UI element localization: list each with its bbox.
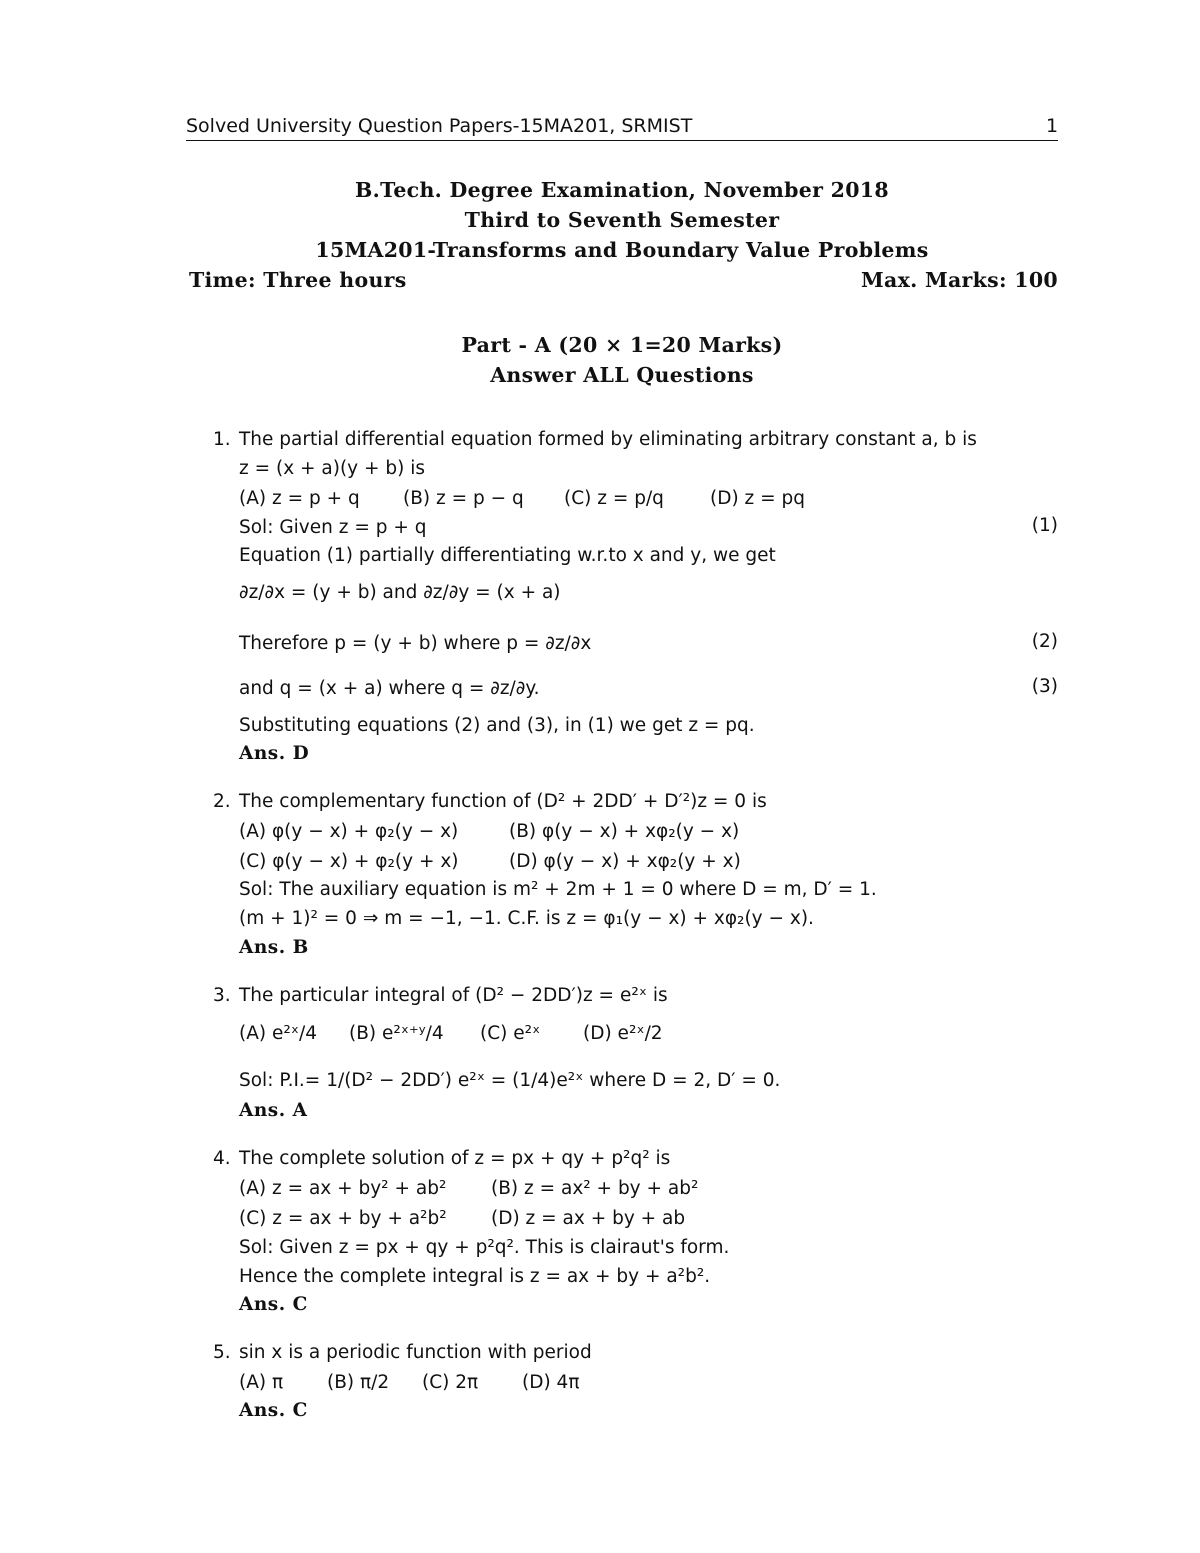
solution-line: Sol: Given z = px + qy + p²q². This is clairaut's form. (239, 1237, 730, 1258)
course-title: 15MA201-Transforms and Boundary Value Problems (315, 238, 929, 262)
option-a: (A) z = ax + by² + ab² (239, 1178, 447, 1199)
question-stem: The particular integral of (D² − 2DD′)z = e²ˣ is (239, 985, 668, 1006)
part-heading: Part - A (20 × 1=20 Marks) (461, 333, 783, 357)
equation-label: (1) (1031, 515, 1058, 536)
question-stem: The complete solution of z = px + qy + p²q² is (239, 1148, 671, 1169)
question-stem: The partial differential equation formed by eliminating arbitrary constant a, b is (239, 429, 977, 450)
option-c: (C) z = ax + by + a²b² (239, 1208, 447, 1229)
question-number: 3. (213, 985, 231, 1006)
semester-line: Third to Seventh Semester (464, 208, 780, 232)
running-title: Solved University Question Papers-15MA201, SRMIST (186, 115, 693, 137)
option-d: (D) e²ˣ/2 (583, 1023, 663, 1044)
option-a: (A) z = p + q (239, 488, 360, 509)
solution-line: Substituting equations (2) and (3), in (1) we get z = pq. (239, 715, 755, 736)
question-stem: sin x is a periodic function with period (239, 1342, 592, 1363)
answer: Ans. C (239, 1400, 308, 1421)
option-d: (D) 4π (522, 1372, 580, 1393)
option-c: (C) e²ˣ (480, 1023, 541, 1044)
solution-line: and q = (x + a) where q = ∂z/∂y. (239, 678, 540, 699)
option-b: (B) z = ax² + by + ab² (491, 1178, 699, 1199)
option-a: (A) π (239, 1372, 284, 1393)
answer: Ans. A (239, 1100, 308, 1121)
option-b: (B) z = p − q (403, 488, 524, 509)
option-c: (C) z = p/q (564, 488, 664, 509)
option-a: (A) e²ˣ/4 (239, 1023, 317, 1044)
option-d: (D) z = pq (710, 488, 806, 509)
max-marks: Max. Marks: 100 (861, 268, 1058, 292)
solution-line: Equation (1) partially differentiating w.r.to x and y, we get (239, 545, 776, 566)
solution-line: Therefore p = (y + b) where p = ∂z/∂x (239, 633, 592, 654)
option-d: (D) φ(y − x) + xφ₂(y + x) (509, 851, 741, 872)
question-number: 4. (213, 1148, 231, 1169)
solution-line: Sol: P.I.= 1/(D² − 2DD′) e²ˣ = (1/4)e²ˣ where D = 2, D′ = 0. (239, 1070, 781, 1091)
option-a: (A) φ(y − x) + φ₂(y − x) (239, 821, 459, 842)
option-b: (B) e²ˣ⁺ʸ/4 (349, 1023, 444, 1044)
option-d: (D) z = ax + by + ab (491, 1208, 686, 1229)
solution-line: Sol: The auxiliary equation is m² + 2m + 1 = 0 where D = m, D′ = 1. (239, 879, 877, 900)
question-stem-line2: z = (x + a)(y + b) is (239, 458, 426, 479)
part-instruction: Answer ALL Questions (490, 363, 754, 387)
answer: Ans. C (239, 1294, 308, 1315)
solution-line: (m + 1)² = 0 ⇒ m = −1, −1. C.F. is z = φ₁(y − x) + xφ₂(y − x). (239, 908, 814, 929)
answer: Ans. D (239, 743, 310, 764)
solution-line: Sol: Given z = p + q (239, 517, 427, 538)
exam-title: B.Tech. Degree Examination, November 2018 (355, 178, 889, 202)
solution-line: ∂z/∂x = (y + b) and ∂z/∂y = (x + a) (239, 582, 561, 603)
option-b: (B) π/2 (327, 1372, 390, 1393)
question-stem: The complementary function of (D² + 2DD′ + D′²)z = 0 is (239, 791, 767, 812)
header-rule (186, 140, 1058, 141)
equation-label: (2) (1031, 631, 1058, 652)
question-number: 5. (213, 1342, 231, 1363)
page-number: 1 (1046, 115, 1059, 137)
question-number: 1. (213, 429, 231, 450)
solution-line: Hence the complete integral is z = ax + by + a²b². (239, 1266, 711, 1287)
option-b: (B) φ(y − x) + xφ₂(y − x) (509, 821, 740, 842)
answer: Ans. B (239, 937, 309, 958)
question-number: 2. (213, 791, 231, 812)
equation-label: (3) (1031, 676, 1058, 697)
exam-duration: Time: Three hours (189, 268, 407, 292)
option-c: (C) φ(y − x) + φ₂(y + x) (239, 851, 459, 872)
option-c: (C) 2π (422, 1372, 479, 1393)
